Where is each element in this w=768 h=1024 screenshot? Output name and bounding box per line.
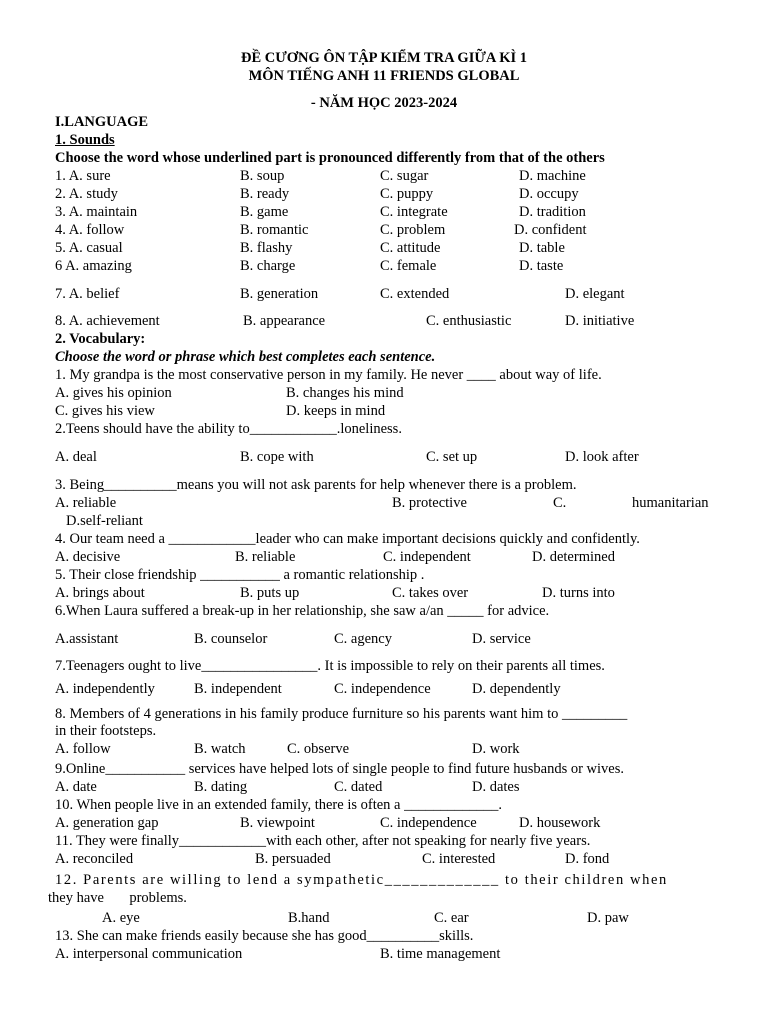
question-text: 3. Being__________means you will not ask parents for help whenever there is a problem. bbox=[55, 477, 577, 493]
sound-option: B. generation bbox=[240, 286, 319, 302]
sound-option: B. game bbox=[240, 204, 289, 220]
answer-option: A. reconciled bbox=[55, 851, 134, 867]
sound-option: B. ready bbox=[240, 186, 290, 202]
answer-option: B. viewpoint bbox=[240, 815, 315, 831]
answer-option: A. reliable bbox=[55, 495, 117, 511]
question-text: 4. Our team need a ____________leader who can make important decisions quickly and confidently. bbox=[55, 531, 640, 547]
answer-option: B. time management bbox=[380, 946, 501, 962]
sound-option: B. charge bbox=[240, 258, 296, 274]
answer-option: D. determined bbox=[532, 549, 615, 565]
sound-option: C. puppy bbox=[380, 186, 434, 202]
sound-option: B. romantic bbox=[240, 222, 309, 238]
question-text: 9.Online___________ services have helped lots of single people to find future husbands or wives. bbox=[55, 761, 625, 777]
question-text: 10. When people live in an extended family, there is often a _____________. bbox=[55, 797, 502, 813]
answer-option: D. look after bbox=[565, 449, 639, 465]
answer-option: C. observe bbox=[287, 741, 350, 757]
answer-option: D. dates bbox=[472, 779, 520, 795]
answer-option: C. bbox=[553, 495, 567, 511]
answer-option: B. counselor bbox=[194, 631, 268, 647]
answer-option: B.hand bbox=[288, 910, 330, 926]
sounds-instruction: Choose the word whose underlined part is pronounced differently from that of the others bbox=[55, 150, 605, 166]
sound-option: 3. A. maintain bbox=[55, 204, 138, 220]
question-text: 12. Parents are willing to lend a sympathetic_____________ to their children when bbox=[55, 872, 668, 888]
answer-option: C. independence bbox=[334, 681, 431, 697]
question-text: 1. My grandpa is the most conservative person in my family. He never ____ about way of life. bbox=[55, 367, 602, 383]
answer-option: A. date bbox=[55, 779, 97, 795]
answer-option: D. service bbox=[472, 631, 531, 647]
question-text: 2.Teens should have the ability to____________.loneliness. bbox=[55, 421, 402, 437]
answer-option: C. agency bbox=[334, 631, 392, 647]
answer-option: A. interpersonal communication bbox=[55, 946, 243, 962]
sound-option: 2. A. study bbox=[55, 186, 118, 202]
answer-option: humanitarian bbox=[632, 495, 709, 511]
sound-option: 6 A. amazing bbox=[55, 258, 132, 274]
answer-option: A. follow bbox=[55, 741, 111, 757]
sound-option: D. initiative bbox=[565, 313, 635, 329]
sound-option: D. taste bbox=[519, 258, 564, 274]
answer-option: D. dependently bbox=[472, 681, 561, 697]
answer-option: B. persuaded bbox=[255, 851, 331, 867]
answer-option: A. decisive bbox=[55, 549, 121, 565]
question-text: 6.When Laura suffered a break-up in her relationship, she saw a/an _____ for advice. bbox=[55, 603, 550, 619]
sound-option: 5. A. casual bbox=[55, 240, 123, 256]
section-heading-language: I.LANGUAGE bbox=[55, 114, 149, 130]
answer-option: A. deal bbox=[55, 449, 97, 465]
sound-option: 8. A. achievement bbox=[55, 313, 160, 329]
sound-option: B. soup bbox=[240, 168, 285, 184]
answer-option: B. reliable bbox=[235, 549, 296, 565]
doc-title-line2: MÔN TIẾNG ANH 11 FRIENDS GLOBAL bbox=[248, 68, 520, 84]
answer-option: D.self-reliant bbox=[66, 513, 143, 529]
answer-option: A. gives his opinion bbox=[55, 385, 172, 401]
answer-option: C. independence bbox=[380, 815, 477, 831]
question-text: 7.Teenagers ought to live________________. It is impossible to rely on their parents all times. bbox=[55, 658, 605, 674]
answer-option: C. set up bbox=[426, 449, 478, 465]
answer-option: B. cope with bbox=[240, 449, 314, 465]
answer-option: B. protective bbox=[392, 495, 467, 511]
sound-option: 7. A. belief bbox=[55, 286, 120, 302]
school-year: - NĂM HỌC 2023-2024 bbox=[310, 95, 458, 111]
sounds-heading: 1. Sounds bbox=[55, 132, 115, 148]
answer-option: C. takes over bbox=[392, 585, 469, 601]
sound-option: D. table bbox=[519, 240, 565, 256]
answer-option: A. independently bbox=[55, 681, 155, 697]
answer-option: C. interested bbox=[422, 851, 496, 867]
answer-option: C. ear bbox=[434, 910, 469, 926]
question-text: 13. She can make friends easily because she has good__________skills. bbox=[55, 928, 474, 944]
question-text: 11. They were finally____________with each other, after not speaking for nearly five years. bbox=[55, 833, 591, 849]
sound-option: 4. A. follow bbox=[55, 222, 125, 238]
answer-option: A. eye bbox=[102, 910, 140, 926]
question-text: they have problems. bbox=[48, 890, 187, 906]
answer-option: D. turns into bbox=[542, 585, 615, 601]
sound-option: B. flashy bbox=[240, 240, 293, 256]
sound-option: 1. A. sure bbox=[55, 168, 111, 184]
question-text: in their footsteps. bbox=[55, 723, 157, 739]
doc-title-line1: ĐỀ CƯƠNG ÔN TẬP KIỂM TRA GIỮA KÌ 1 bbox=[240, 50, 527, 66]
answer-option: D. keeps in mind bbox=[286, 403, 386, 419]
sound-option: C. attitude bbox=[380, 240, 441, 256]
vocab-heading: 2. Vocabulary: bbox=[55, 331, 146, 347]
sound-option: D. machine bbox=[519, 168, 586, 184]
answer-option: B. watch bbox=[194, 741, 246, 757]
answer-option: D. paw bbox=[587, 910, 629, 926]
answer-option: C. dated bbox=[334, 779, 383, 795]
sound-option: C. problem bbox=[380, 222, 446, 238]
answer-option: A.assistant bbox=[55, 631, 119, 647]
sound-option: D. elegant bbox=[565, 286, 625, 302]
question-text: 5. Their close friendship ___________ a romantic relationship . bbox=[55, 567, 425, 583]
sound-option: C. integrate bbox=[380, 204, 448, 220]
answer-option: A. brings about bbox=[55, 585, 145, 601]
answer-option: B. changes his mind bbox=[286, 385, 404, 401]
answer-option: D. housework bbox=[519, 815, 601, 831]
sound-option: C. female bbox=[380, 258, 437, 274]
sound-option: D. tradition bbox=[519, 204, 586, 220]
vocab-instruction: Choose the word or phrase which best completes each sentence. bbox=[55, 349, 436, 365]
answer-option: A. generation gap bbox=[55, 815, 159, 831]
question-text: 8. Members of 4 generations in his family produce furniture so his parents want him to _________ bbox=[55, 706, 628, 722]
sound-option: C. sugar bbox=[380, 168, 429, 184]
answer-option: B. dating bbox=[194, 779, 248, 795]
sound-option: B. appearance bbox=[243, 313, 326, 329]
answer-option: D. work bbox=[472, 741, 520, 757]
answer-option: C. gives his view bbox=[55, 403, 155, 419]
answer-option: D. fond bbox=[565, 851, 610, 867]
answer-option: B. independent bbox=[194, 681, 282, 697]
sound-option: D. confident bbox=[514, 222, 587, 238]
sound-option: C. extended bbox=[380, 286, 450, 302]
sound-option: D. occupy bbox=[519, 186, 579, 202]
answer-option: C. independent bbox=[383, 549, 471, 565]
answer-option: B. puts up bbox=[240, 585, 300, 601]
sound-option: C. enthusiastic bbox=[426, 313, 512, 329]
